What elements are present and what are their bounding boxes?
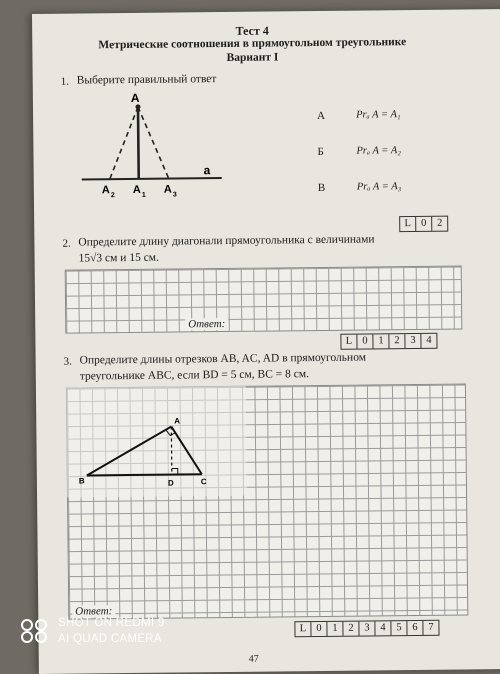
q1-score-box <box>399 216 448 233</box>
label-a3-sub: 3 <box>172 191 177 199</box>
point-a <box>135 104 140 109</box>
q1-text: Выберите правильный ответ <box>76 73 217 87</box>
oblique-a3 <box>138 107 169 179</box>
q2-score-box <box>340 333 437 350</box>
q3-text-line2: треугольнике ABC, если BD = 5 см, BC = 8 см. <box>79 368 310 383</box>
label-a1: A <box>132 183 141 196</box>
perpendicular-a1 <box>138 107 139 179</box>
q3-score-box <box>294 620 439 638</box>
q1-option-a-formula: Prₐ A = A₁ <box>356 109 401 121</box>
q3-text-line1: Определите длины отрезков AB, AC, AD в прямоугольном <box>79 351 367 367</box>
label-vertex-d: D <box>167 478 174 488</box>
score-cell: L <box>400 217 416 231</box>
q2-text-line2: 15√3 см и 15 см. <box>78 251 159 265</box>
label-vertex-b: B <box>78 476 85 486</box>
label-a1-sub: 1 <box>141 191 146 199</box>
score-cell: 4 <box>426 334 432 346</box>
label-a2: A <box>101 184 110 197</box>
q1-projection-figure <box>73 84 224 216</box>
score-cell: L <box>295 622 311 636</box>
score-cell: 0 <box>311 622 327 636</box>
score-cell: 0 <box>416 217 432 231</box>
q1-option-c-letter: В <box>317 181 326 195</box>
watermark-line2: AI QUAD CAMERA <box>58 633 162 645</box>
q1-option-a-letter: А <box>317 109 326 123</box>
score-cell: 2 <box>389 334 405 348</box>
score-cell: 1 <box>327 622 343 636</box>
label-a: A <box>130 90 140 105</box>
label-vertex-c: C <box>200 477 207 487</box>
q1-option-b-letter: Б <box>317 145 324 159</box>
q1-option-b-formula: Prₐ A = A₂ <box>356 145 401 157</box>
side-bc <box>87 474 202 475</box>
q3-answer-label: Ответ: <box>72 605 115 617</box>
watermark-line1: SHOT ON REDMI 9 <box>58 617 165 629</box>
score-cell: L <box>341 335 357 349</box>
oblique-a2 <box>109 107 139 179</box>
score-cell: 6 <box>407 621 423 635</box>
topic-title: Метрические соотношения в прямоугольном треугольнике <box>98 36 407 52</box>
score-cell: 1 <box>373 334 389 348</box>
q2-answer-label: Ответ: <box>185 318 228 330</box>
q1-option-c-formula: Prₐ A = A₃ <box>356 181 402 193</box>
q2-answer-grid[interactable] <box>65 266 463 334</box>
variant-title: Вариант I <box>226 51 279 64</box>
label-vertex-a: A <box>174 416 181 426</box>
figure-backdrop <box>66 386 247 498</box>
score-cell: 3 <box>405 334 421 348</box>
page-number: 47 <box>248 653 259 665</box>
score-cell: 4 <box>375 621 391 635</box>
camera-logo-icon <box>20 618 50 644</box>
q3-triangle-figure <box>66 386 247 498</box>
score-cell: 7 <box>428 621 434 633</box>
label-line-a: a <box>203 163 211 178</box>
label-a2-sub: 2 <box>110 192 115 200</box>
score-cell: 5 <box>391 621 407 635</box>
q2-text-line1: Определите длину диагонали прямоугольника с величинами <box>78 233 375 249</box>
q1-number: 1. <box>60 75 70 88</box>
score-cell: 2 <box>437 217 443 229</box>
test-title: Тест 4 <box>235 23 269 38</box>
score-cell: 2 <box>343 622 359 636</box>
score-cell: 3 <box>359 621 375 635</box>
q3-number: 3. <box>63 355 72 368</box>
label-a3: A <box>163 183 172 196</box>
workbook-page <box>32 9 500 674</box>
q2-number: 2. <box>62 237 71 250</box>
line-a <box>82 178 222 179</box>
score-cell: 0 <box>357 334 373 348</box>
